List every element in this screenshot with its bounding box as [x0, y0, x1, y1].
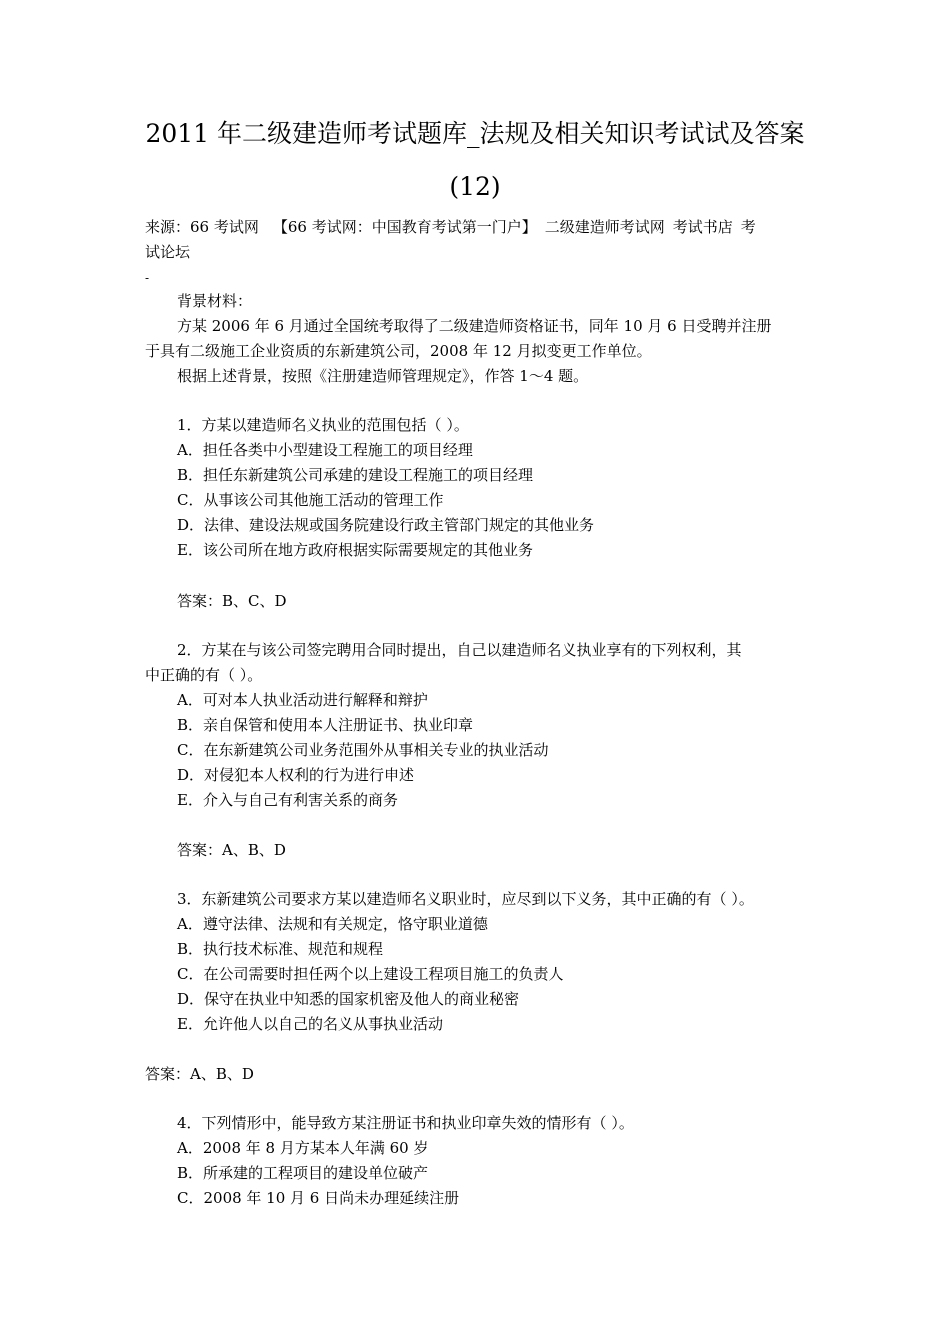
- question-3-option-c: C．在公司需要时担任两个以上建设工程项目施工的负责人: [177, 965, 564, 983]
- question-4-option-a: A．2008 年 8 月方某本人年满 60 岁: [177, 1139, 429, 1157]
- document-title-line1: 2011 年二级建造师考试题库_法规及相关知识考试试及答案: [145, 119, 805, 148]
- question-3-option-e: E．允许他人以自己的名义从事执业活动: [177, 1015, 443, 1033]
- question-2-answer: 答案：A、B、D: [177, 841, 286, 859]
- background-heading: 背景材料：: [177, 292, 253, 310]
- bookstore-link[interactable]: 考试书店: [672, 218, 733, 236]
- forum-link-part2[interactable]: 试论坛: [145, 243, 191, 261]
- source-site-link[interactable]: 66 考试网: [190, 218, 259, 236]
- question-1-answer: 答案：B、C、D: [177, 592, 287, 610]
- question-2-stem-line1: 2．方某在与该公司签完聘用合同时提出，自己以建造师名义执业享有的下列权利，其: [177, 641, 742, 659]
- question-3-stem: 3．东新建筑公司要求方某以建造师名义职业时，应尽到以下义务，其中正确的有（ ）。: [177, 890, 754, 908]
- question-3-option-a: A．遵守法律、法规和有关规定，恪守职业道德: [177, 915, 488, 933]
- question-2-stem-line2: 中正确的有（ ）。: [145, 666, 263, 684]
- question-2-option-e: E．介入与自己有利害关系的商务: [177, 791, 398, 809]
- question-1-option-c: C．从事该公司其他施工活动的管理工作: [177, 491, 444, 509]
- question-2-option-b: B．亲自保管和使用本人注册证书、执业印章: [177, 716, 474, 734]
- question-1-option-b: B．担任东新建筑公司承建的建设工程施工的项目经理: [177, 466, 534, 484]
- background-para1-line1: 方某 2006 年 6 月通过全国统考取得了二级建造师资格证书，同年 10 月 6 日受聘并注册: [177, 317, 772, 335]
- question-3-option-d: D．保守在执业中知悉的国家机密及他人的商业秘密: [177, 990, 520, 1008]
- question-2-option-d: D．对侵犯本人权利的行为进行申述: [177, 766, 415, 784]
- source-portal-link[interactable]: 【66 考试网：中国教育考试第一门户】: [272, 218, 537, 236]
- document-title-line2: (12): [449, 172, 501, 201]
- question-1-option-a: A．担任各类中小型建设工程施工的项目经理: [177, 441, 473, 459]
- question-4-option-b: B．所承建的工程项目的建设单位破产: [177, 1164, 429, 1182]
- question-3-answer: 答案：A、B、D: [145, 1065, 254, 1083]
- exam-site-link[interactable]: 二级建造师考试网: [544, 218, 665, 236]
- question-4-stem: 4．下列情形中，能导致方某注册证书和执业印章失效的情形有（ ）。: [177, 1114, 634, 1132]
- question-2-option-c: C．在东新建筑公司业务范围外从事相关专业的执业活动: [177, 741, 549, 759]
- question-1-option-d: D．法律、建设法规或国务院建设行政主管部门规定的其他业务: [177, 516, 595, 534]
- question-1-option-e: E．该公司所在地方政府根据实际需要规定的其他业务: [177, 541, 533, 559]
- source-line: [145, 216, 810, 238]
- background-para1-line2: 于具有二级施工企业资质的东新建筑公司，2008 年 12 月拟变更工作单位。: [145, 342, 652, 360]
- background-para2: 根据上述背景，按照《注册建造师管理规定》，作答 1～4 题。: [177, 367, 589, 385]
- question-3-option-b: B．执行技术标准、规范和规程: [177, 940, 384, 958]
- question-4-option-c: C．2008 年 10 月 6 日尚未办理延续注册: [177, 1189, 460, 1207]
- forum-link-part1[interactable]: 考: [740, 218, 756, 236]
- separator-dash: -: [145, 271, 150, 285]
- source-label: 来源：: [145, 218, 191, 236]
- question-2-option-a: A．可对本人执业活动进行解释和辩护: [177, 691, 428, 709]
- question-1-stem: 1．方某以建造师名义执业的范围包括（ ）。: [177, 416, 469, 434]
